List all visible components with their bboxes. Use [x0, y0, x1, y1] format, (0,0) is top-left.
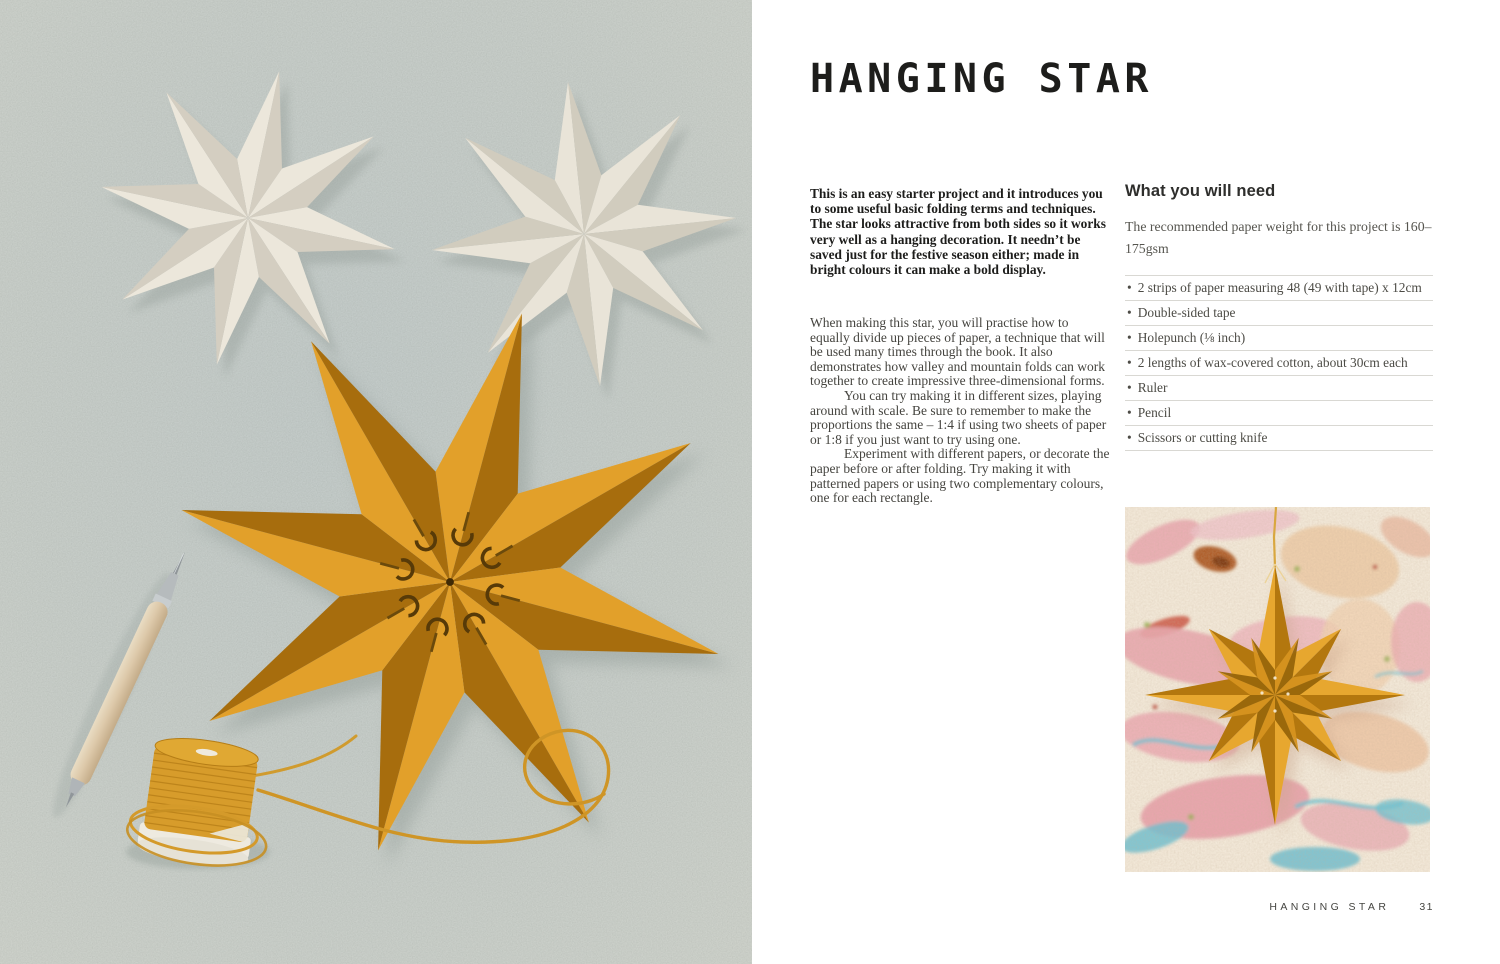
list-item-label: 2 strips of paper measuring 48 (49 with tape) x 12cm [1137, 280, 1422, 295]
list-item [1125, 350, 1433, 375]
materials-note: The recommended paper weight for this project is 160–175gsm [1125, 219, 1432, 256]
body-copy [810, 316, 1110, 506]
list-item-label: Pencil [1137, 405, 1172, 420]
page-title: HANGING STAR [810, 56, 1153, 102]
intro-paragraph: This is an easy starter project and it introduces you to some useful basic folding terms and techniques. The star looks attractive from both sides so it works very well as a hanging decoration. It needn’t be saved just for the festive season either; made in bright colours it can make a bold display. [810, 186, 1106, 278]
bullet-icon: • [1127, 380, 1132, 395]
bullet-icon: • [1127, 355, 1132, 370]
materials-section [1125, 182, 1433, 451]
running-footer [1269, 901, 1434, 913]
list-item-label: Holepunch (⅛ inch) [1137, 330, 1246, 345]
list-item-label: Double-sided tape [1137, 305, 1236, 320]
right-page [752, 0, 1500, 964]
body-paragraph-2: You can try making it in different sizes, playing around with scale. Be sure to remember to make the proportions the same – 1:4 if using two sheets of paper or 1:8 if you just want to try using one. [810, 387, 1107, 447]
materials-list [1125, 275, 1433, 451]
body-paragraph-3: Experiment with different papers, or decorate the paper before or after folding. Try making it with patterned papers or using two complementary colours, one for each rectangle. [810, 446, 1110, 506]
materials-heading: What you will need [1125, 182, 1276, 200]
list-item-label: 2 lengths of wax-covered cotton, about 30cm each [1137, 355, 1408, 370]
list-item [1125, 300, 1433, 325]
body-paragraph-1: When making this star, you will practise how to equally divide up pieces of paper, a technique that will be used many times through the book. It also demonstrates how valley and mountain folds can work together to create impressive three-dimensional forms. [810, 315, 1106, 389]
list-item [1125, 425, 1433, 451]
bullet-icon: • [1127, 330, 1132, 345]
list-item-label: Scissors or cutting knife [1137, 430, 1268, 445]
list-item [1125, 275, 1433, 300]
list-item [1125, 400, 1433, 425]
bullet-icon: • [1127, 305, 1132, 320]
bullet-icon: • [1127, 405, 1132, 420]
list-item [1125, 325, 1433, 350]
page-number: 31 [1419, 901, 1434, 913]
bullet-icon: • [1127, 430, 1132, 445]
list-item [1125, 375, 1433, 400]
list-item-label: Ruler [1137, 380, 1168, 395]
footer-chapter-label: HANGING STAR [1269, 901, 1390, 913]
bullet-icon: • [1127, 280, 1132, 295]
materials-photo [1125, 507, 1430, 872]
